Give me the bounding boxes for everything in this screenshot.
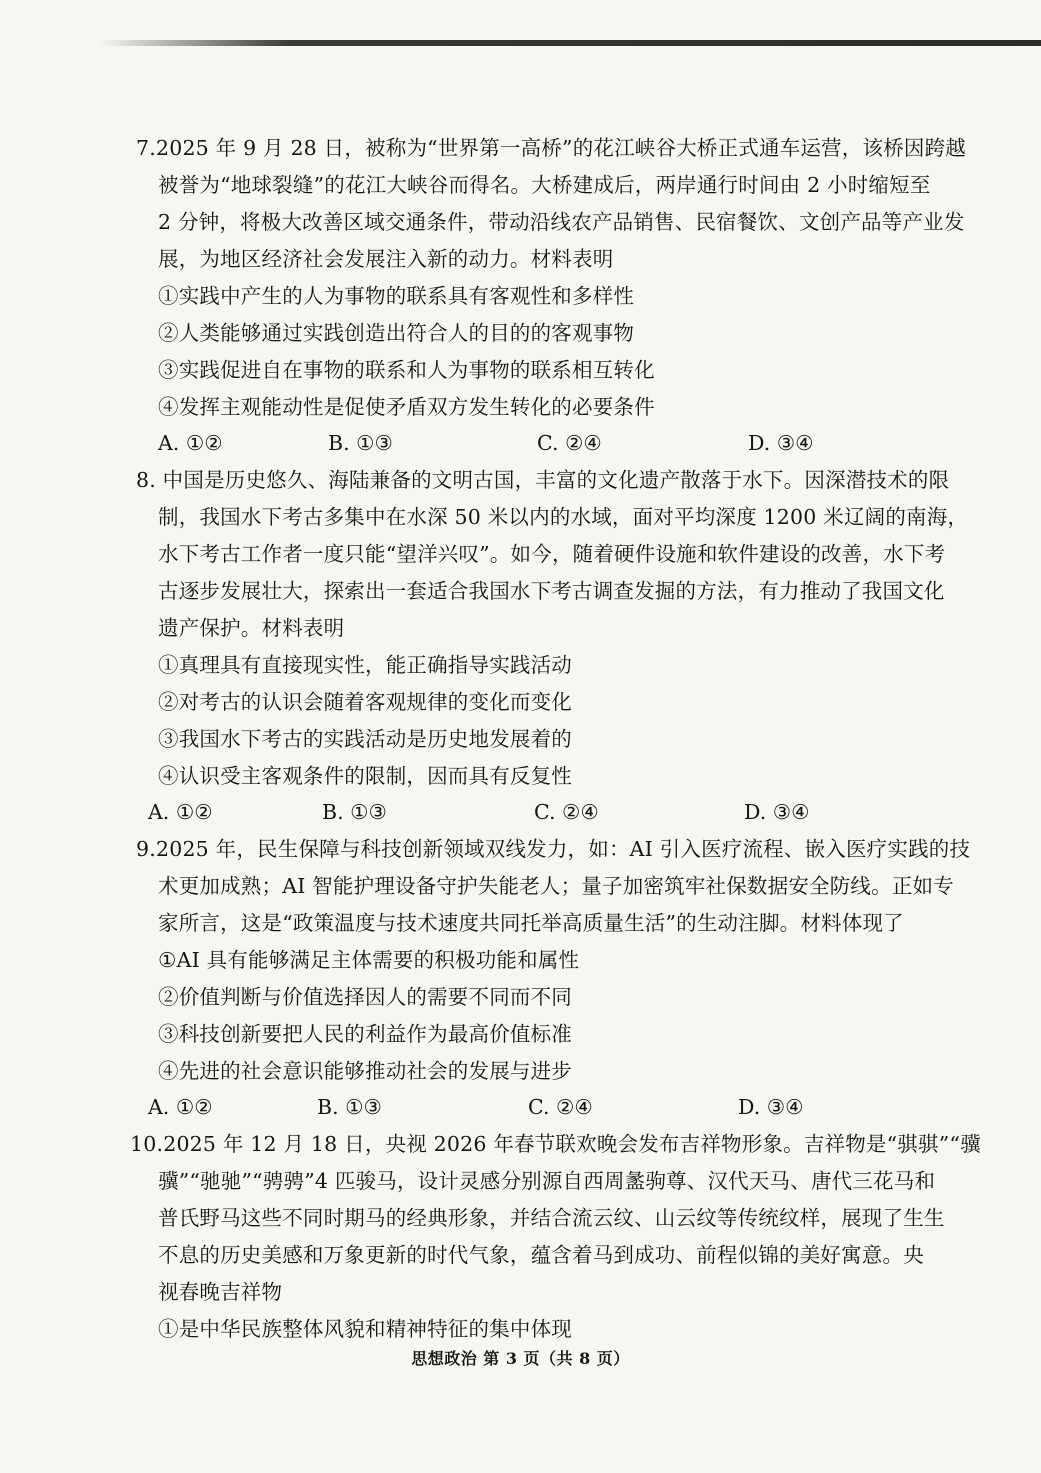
question-9-option-c: C. ②④ — [528, 1095, 593, 1119]
question-9-line-1: 9.2025 年，民生保障与科技创新领域双线发力，如：AI 引入医疗流程、嵌入医疗实践的技 — [136, 837, 971, 861]
question-8-line-2: 制，我国水下考古多集中在水深 50 米以内的水域，面对平均深度 1200 米辽阔的南海， — [158, 505, 969, 529]
question-7-line-3: 2 分钟，将极大改善区域交通条件，带动沿线农产品销售、民宿餐饮、文创产品等产业发 — [158, 210, 965, 234]
question-8-option-c: C. ②④ — [534, 800, 599, 824]
question-7-option-c: C. ②④ — [537, 431, 602, 455]
question-8-option-a: A. ①② — [148, 800, 213, 824]
question-7-line-1: 7.2025 年 9 月 28 日，被称为“世界第一高桥”的花江峡谷大桥正式通车运营，该桥因跨越 — [136, 136, 966, 160]
question-10-line-2: 骥”“驰驰”“骋骋”4 匹骏马，设计灵感分别源自西周盠驹尊、汉代天马、唐代三花马和 — [158, 1169, 936, 1193]
page-footer: 思想政治 第 3 页（共 8 页） — [411, 1349, 630, 1368]
question-8-line-1: 8. 中国是历史悠久、海陆兼备的文明古国，丰富的文化遗产散落于水下。因深潜技术的限 — [136, 468, 950, 492]
question-8-line-5: 遗产保护。材料表明 — [158, 616, 345, 640]
question-7-item-3: ③实践促进自在事物的联系和人为事物的联系相互转化 — [158, 358, 655, 382]
question-8-line-3: 水下考古工作者一度只能“望洋兴叹”。如今，随着硬件设施和软件建设的改善，水下考 — [158, 542, 946, 566]
question-7-option-b: B. ①③ — [328, 431, 393, 455]
question-9-option-b: B. ①③ — [317, 1095, 382, 1119]
question-7-line-4: 展，为地区经济社会发展注入新的动力。材料表明 — [158, 247, 614, 271]
question-7-item-2: ②人类能够通过实践创造出符合人的目的的客观事物 — [158, 321, 635, 345]
question-9-line-2: 术更加成熟；AI 智能护理设备守护失能老人；量子加密筑牢社保数据安全防线。正如专 — [158, 874, 954, 898]
question-8-option-d: D. ③④ — [744, 800, 810, 824]
question-10-line-4: 不息的历史美感和万象更新的时代气象，蕴含着马到成功、前程似锦的美好寓意。央 — [158, 1243, 924, 1267]
question-7-option-d: D. ③④ — [748, 431, 814, 455]
question-7-item-4: ④发挥主观能动性是促使矛盾双方发生转化的必要条件 — [158, 395, 655, 419]
question-8-item-1: ①真理具有直接现实性，能正确指导实践活动 — [158, 653, 572, 677]
question-8-line-4: 古逐步发展壮大，探索出一套适合我国水下考古调查发掘的方法，有力推动了我国文化 — [158, 579, 945, 603]
question-10-line-3: 普氏野马这些不同时期马的经典形象，并结合流云纹、山云纹等传统纹样，展现了生生 — [158, 1206, 945, 1230]
question-7-line-2: 被誉为“地球裂缝”的花江大峡谷而得名。大桥建成后，两岸通行时间由 2 小时缩短至 — [158, 173, 931, 197]
question-9-item-2: ②价值判断与价值选择因人的需要不同而不同 — [158, 985, 572, 1009]
question-9-item-1: ①AI 具有能够满足主体需要的积极功能和属性 — [158, 948, 580, 972]
question-9-line-3: 家所言，这是“政策温度与技术速度共同托举高质量生活”的生动注脚。材料体现了 — [158, 911, 904, 935]
question-9-item-4: ④先进的社会意识能够推动社会的发展与进步 — [158, 1059, 572, 1083]
question-10-line-1: 10.2025 年 12 月 18 日，央视 2026 年春节联欢晚会发布吉祥物形象。吉祥物是“骐骐”“骥 — [130, 1132, 981, 1156]
question-9-option-a: A. ①② — [148, 1095, 213, 1119]
question-8-item-3: ③我国水下考古的实践活动是历史地发展着的 — [158, 727, 572, 751]
question-10-line-5: 视春晚吉祥物 — [158, 1280, 283, 1304]
question-7-option-a: A. ①② — [158, 431, 223, 455]
question-7-item-1: ①实践中产生的人为事物的联系具有客观性和多样性 — [158, 284, 635, 308]
question-8-item-2: ②对考古的认识会随着客观规律的变化而变化 — [158, 690, 572, 714]
question-8-option-b: B. ①③ — [322, 800, 387, 824]
question-8-item-4: ④认识受主客观条件的限制，因而具有反复性 — [158, 764, 572, 788]
question-9-option-d: D. ③④ — [738, 1095, 804, 1119]
question-9-item-3: ③科技创新要把人民的利益作为最高价值标准 — [158, 1022, 572, 1046]
question-10-item-1: ①是中华民族整体风貌和精神特征的集中体现 — [158, 1317, 572, 1341]
